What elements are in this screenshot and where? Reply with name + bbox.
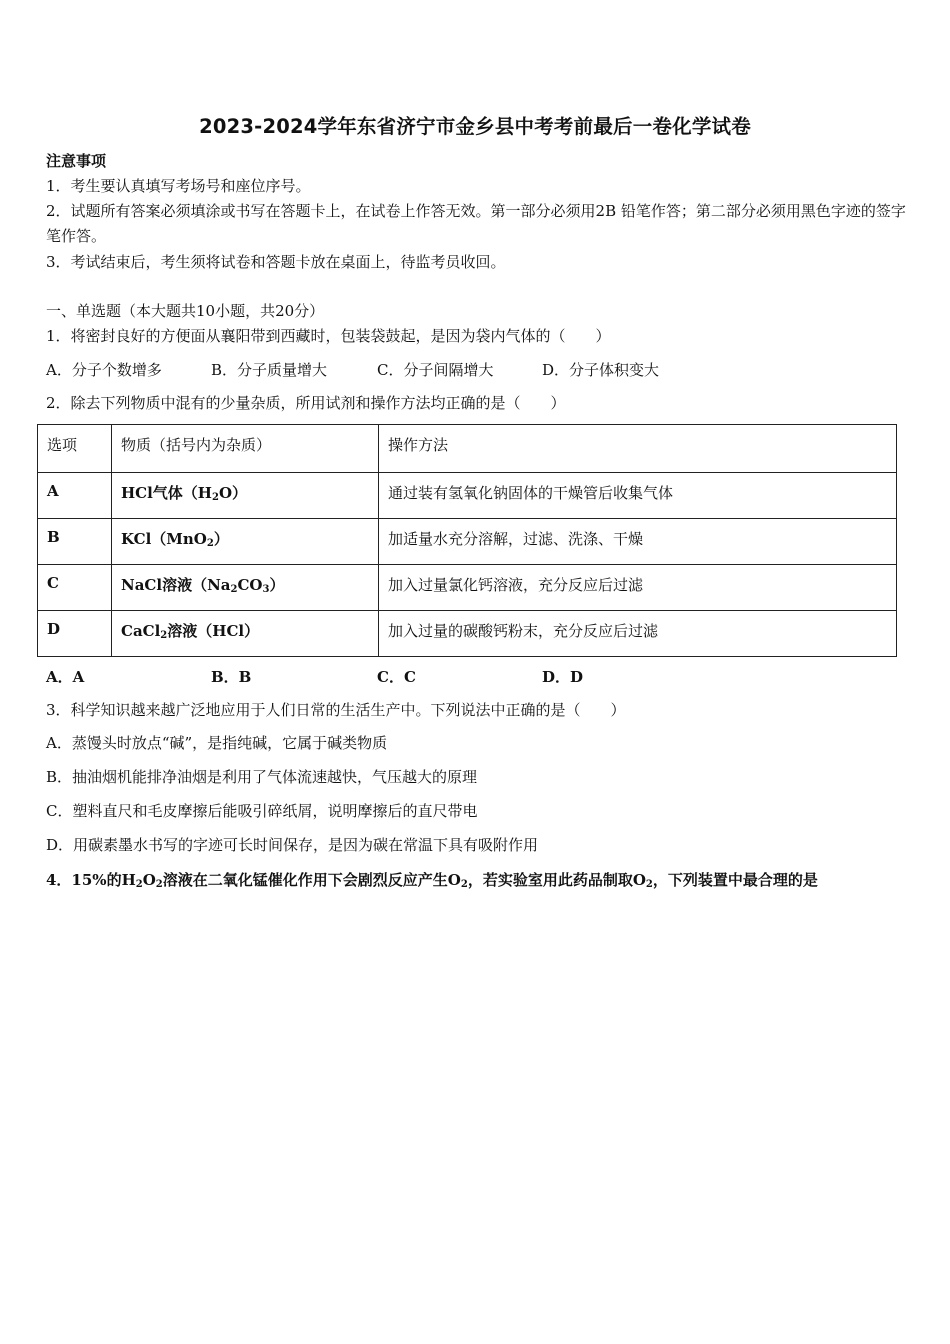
q1-option-b: B．分子质量增大: [211, 361, 328, 379]
table-header-row: [38, 425, 897, 473]
q1-option-c: C．分子间隔增大: [377, 361, 494, 379]
q3-option-d: D．用碳素墨水书写的字迹可长时间保存，是因为碳在常温下具有吸附作用: [46, 836, 539, 854]
table-header-cell: 操作方法: [379, 425, 897, 473]
question-4-stem: 4．15%的$H_2O_2$溶液在二氧化锰催化作用下会剧烈反应产生$O_2$，若实验室用此药品制取$O_2$，下列装置中最合理的是: [46, 871, 818, 890]
table-cell-option: A: [38, 473, 112, 519]
table-header-cell: 选项: [38, 425, 112, 473]
notice-item-3: 3．考试结束后，考生须将试卷和答题卡放在桌面上，待监考员收回。: [46, 253, 506, 271]
question-3-stem: 3．科学知识越来越广泛地应用于人们日常的生活生产中。下列说法中正确的是（ ）: [46, 701, 626, 719]
q2-option-a: A．A: [46, 668, 85, 686]
q1-option-a: A．分子个数增多: [46, 361, 162, 379]
q1-option-d: D．分子体积变大: [542, 361, 660, 379]
table-cell-substance: HCl气体$(H_2O)$: [112, 473, 379, 519]
q2-option-d: D．D: [542, 668, 584, 686]
page-title: 2023-2024学年东省济宁市金乡县中考考前最后一卷化学试卷: [199, 115, 751, 138]
table-cell-option: B: [38, 519, 112, 565]
table-cell-option: C: [38, 565, 112, 611]
table-row: [38, 565, 897, 611]
q3-option-c: C．塑料直尺和毛皮摩擦后能吸引碎纸屑，说明摩擦后的直尺带电: [46, 802, 478, 820]
notice-item-2: 2．试题所有答案必须填涂或书写在答题卡上，在试卷上作答无效。第一部分必须用2B 铅笔作答；第二部分必须用黑色字迹的签字笔作答。: [46, 202, 906, 245]
question-1-stem: 1．将密封良好的方便面从襄阳带到西藏时，包装袋鼓起，是因为袋内气体的（ ）: [46, 327, 611, 345]
question-2-table: [37, 424, 897, 657]
q2-option-c: C．C: [377, 668, 416, 686]
table-row: [38, 519, 897, 565]
table-row: [38, 611, 897, 657]
table-cell-substance: NaCl溶液$(Na_2CO_3)$: [112, 565, 379, 611]
question-2-options: [46, 666, 746, 686]
table-cell-option: D: [38, 611, 112, 657]
q2-option-b: B．B: [211, 668, 252, 686]
table-cell-method: 加入过量的碳酸钙粉末，充分反应后过滤: [379, 611, 897, 657]
q3-option-b: B．抽油烟机能排净油烟是利用了气体流速越快，气压越大的原理: [46, 768, 478, 786]
table-cell-substance: KCl（MnO$_2$）: [112, 519, 379, 565]
notice-item-1: 1．考生要认真填写考场号和座位序号。: [46, 177, 311, 195]
table-cell-method: 加适量水充分溶解，过滤、洗涤、干燥: [379, 519, 897, 565]
question-2-stem: 2．除去下列物质中混有的少量杂质，所用试剂和操作方法均正确的是（ ）: [46, 394, 566, 412]
table-cell-method: 加入过量氯化钙溶液，充分反应后过滤: [379, 565, 897, 611]
q3-option-a: A．蒸馒头时放点“碱”，是指纯碱，它属于碱类物质: [46, 734, 388, 752]
section-heading: 一、单选题（本大题共10小题，共20分）: [46, 302, 325, 320]
table-cell-substance: CaCl$_2$溶液（HCl）: [112, 611, 379, 657]
table-cell-method: 通过装有氢氧化钠固体的干燥管后收集气体: [379, 473, 897, 519]
notice-heading: 注意事项: [46, 152, 107, 170]
table-header-cell: 物质（括号内为杂质）: [112, 425, 379, 473]
table-row: [38, 473, 897, 519]
question-1-options: [46, 359, 746, 379]
